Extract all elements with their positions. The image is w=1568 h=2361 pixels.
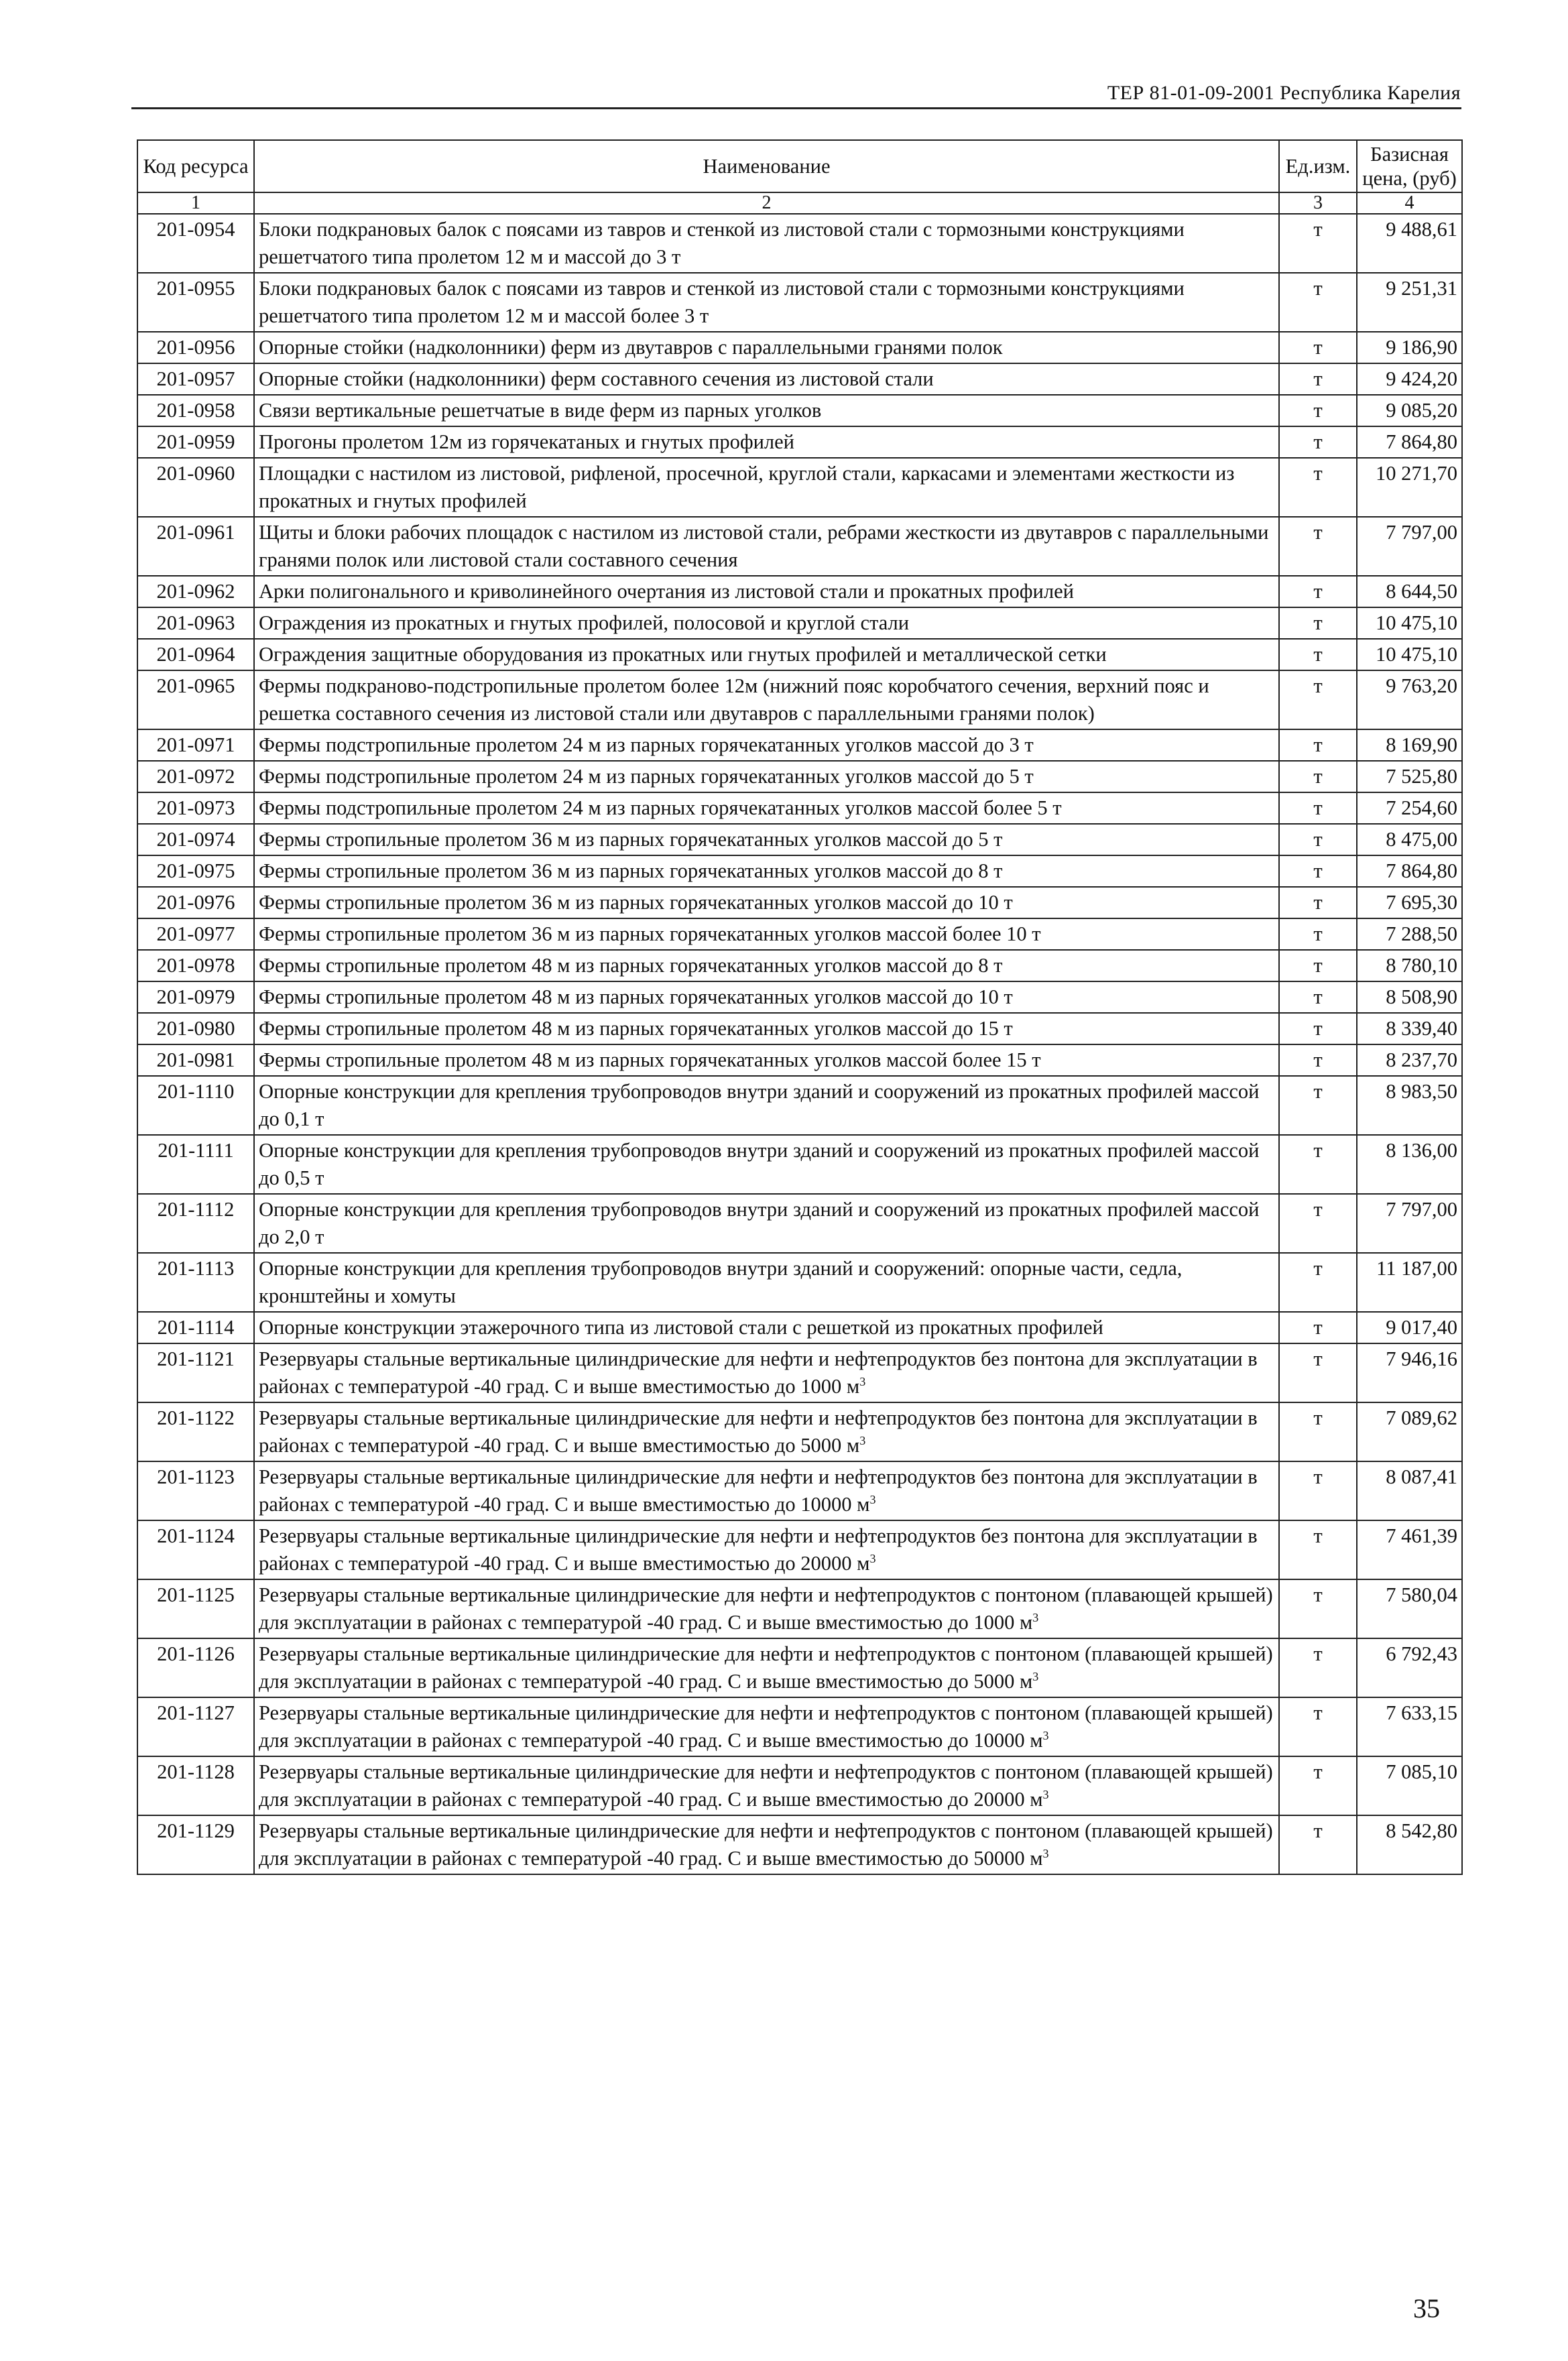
column-number: 2	[254, 192, 1279, 214]
unit-cell: т	[1279, 576, 1357, 607]
price-cell: 8 237,70	[1357, 1044, 1462, 1076]
unit-cell: т	[1279, 1638, 1357, 1697]
table-row	[137, 1461, 1462, 1520]
price-cell: 8 780,10	[1357, 950, 1462, 981]
resource-code-cell: 201-0972	[137, 761, 254, 792]
price-cell: 7 864,80	[1357, 855, 1462, 887]
table-row	[137, 458, 1462, 517]
resource-code-cell: 201-0958	[137, 395, 254, 426]
resource-name-cell: Ограждения из прокатных и гнутых профилей, полосовой и круглой стали	[254, 607, 1279, 639]
table-row	[137, 1697, 1462, 1756]
column-number: 4	[1357, 192, 1462, 214]
cubic-superscript: 3	[1042, 1787, 1049, 1801]
resource-code-cell: 201-0959	[137, 426, 254, 458]
resource-name-cell	[254, 1461, 1279, 1520]
price-cell: 7 797,00	[1357, 517, 1462, 576]
resource-code-cell: 201-0965	[137, 670, 254, 729]
resource-name-cell: Арки полигонального и криволинейного очертания из листовой стали и прокатных профилей	[254, 576, 1279, 607]
price-cell: 7 461,39	[1357, 1520, 1462, 1579]
resource-code-cell: 201-0962	[137, 576, 254, 607]
resource-code-cell: 201-1125	[137, 1579, 254, 1638]
table-row	[137, 792, 1462, 824]
resource-name-cell	[254, 1343, 1279, 1402]
price-cell: 7 254,60	[1357, 792, 1462, 824]
price-cell: 8 508,90	[1357, 981, 1462, 1013]
resource-code-cell: 201-1110	[137, 1076, 254, 1135]
table-row	[137, 824, 1462, 855]
cubic-superscript: 3	[859, 1433, 866, 1447]
resource-name-cell: Фермы стропильные пролетом 48 м из парных горячекатанных уголков массой более 15 т	[254, 1044, 1279, 1076]
resource-name-text: Резервуары стальные вертикальные цилиндрические для нефти и нефтепродуктов без понтона для эксплуатации в районах с температурой -40 град. С и выше вместимостью до 1000 м	[259, 1347, 1258, 1398]
price-cell: 7 946,16	[1357, 1343, 1462, 1402]
unit-cell: т	[1279, 1402, 1357, 1461]
price-cell: 10 475,10	[1357, 607, 1462, 639]
resource-name-cell: Фермы стропильные пролетом 48 м из парных горячекатанных уголков массой до 8 т	[254, 950, 1279, 981]
price-cell: 7 695,30	[1357, 887, 1462, 918]
column-header-unit: Ед.изм.	[1279, 140, 1357, 192]
price-cell: 8 169,90	[1357, 729, 1462, 761]
resource-code-cell: 201-1121	[137, 1343, 254, 1402]
unit-cell: т	[1279, 426, 1357, 458]
table-row	[137, 1076, 1462, 1135]
resource-name-text: Резервуары стальные вертикальные цилиндрические для нефти и нефтепродуктов без понтона для эксплуатации в районах с температурой -40 град. С и выше вместимостью до 20000 м	[259, 1524, 1258, 1575]
table-row	[137, 761, 1462, 792]
table-row	[137, 1815, 1462, 1874]
document-header-title: ТЕР 81-01-09-2001 Республика Карелия	[1107, 82, 1461, 104]
resource-name-cell: Опорные конструкции для крепления трубопроводов внутри зданий и сооружений из прокатных профилей массой до 0,5 т	[254, 1135, 1279, 1194]
table-row	[137, 214, 1462, 273]
resource-name-text: Резервуары стальные вертикальные цилиндрические для нефти и нефтепродуктов без понтона для эксплуатации в районах с температурой -40 град. С и выше вместимостью до 10000 м	[259, 1465, 1258, 1516]
price-cell: 8 339,40	[1357, 1013, 1462, 1044]
table-row	[137, 855, 1462, 887]
price-cell: 9 186,90	[1357, 332, 1462, 363]
table-row	[137, 1044, 1462, 1076]
price-cell: 7 864,80	[1357, 426, 1462, 458]
resource-name-cell: Опорные конструкции для крепления трубопроводов внутри зданий и сооружений: опорные части, седла, кронштейны и хомуты	[254, 1253, 1279, 1312]
cubic-superscript: 3	[859, 1374, 866, 1388]
price-cell: 8 644,50	[1357, 576, 1462, 607]
unit-cell: т	[1279, 332, 1357, 363]
resource-name-cell: Площадки с настилом из листовой, рифленой, просечной, круглой стали, каркасами и элементами жесткости из прокатных и гнутых профилей	[254, 458, 1279, 517]
unit-cell: т	[1279, 950, 1357, 981]
resource-code-cell: 201-0955	[137, 273, 254, 332]
unit-cell: т	[1279, 214, 1357, 273]
price-cell: 7 525,80	[1357, 761, 1462, 792]
unit-cell: т	[1279, 1194, 1357, 1253]
table-row	[137, 273, 1462, 332]
unit-cell: т	[1279, 1135, 1357, 1194]
table-row	[137, 1135, 1462, 1194]
resource-name-cell: Опорные стойки (надколонники) ферм из двутавров с параллельными гранями полок	[254, 332, 1279, 363]
table-row	[137, 607, 1462, 639]
unit-cell: т	[1279, 792, 1357, 824]
resource-name-text: Резервуары стальные вертикальные цилиндрические для нефти и нефтепродуктов с понтоном (плавающей крышей) для эксплуатации в районах с температурой -40 град. С и выше вместимостью до 5000 м	[259, 1642, 1273, 1693]
resource-code-cell: 201-0979	[137, 981, 254, 1013]
table-row	[137, 395, 1462, 426]
resource-code-cell: 201-0963	[137, 607, 254, 639]
unit-cell: т	[1279, 1461, 1357, 1520]
price-cell: 10 271,70	[1357, 458, 1462, 517]
unit-cell: т	[1279, 761, 1357, 792]
resource-name-text: Резервуары стальные вертикальные цилиндрические для нефти и нефтепродуктов без понтона для эксплуатации в районах с температурой -40 град. С и выше вместимостью до 5000 м	[259, 1406, 1258, 1457]
column-header-name: Наименование	[254, 140, 1279, 192]
resource-name-cell	[254, 1815, 1279, 1874]
price-cell: 9 085,20	[1357, 395, 1462, 426]
table-row	[137, 1402, 1462, 1461]
resource-name-cell: Блоки подкрановых балок с поясами из тавров и стенкой из листовой стали с тормозными конструкциями решетчатого типа пролетом 12 м и массой более 3 т	[254, 273, 1279, 332]
resource-code-cell: 201-1122	[137, 1402, 254, 1461]
unit-cell: т	[1279, 670, 1357, 729]
unit-cell: т	[1279, 981, 1357, 1013]
resource-code-cell: 201-0976	[137, 887, 254, 918]
resource-name-cell: Фермы стропильные пролетом 36 м из парных горячекатанных уголков массой до 10 т	[254, 887, 1279, 918]
price-cell: 9 763,20	[1357, 670, 1462, 729]
resource-code-cell: 201-0977	[137, 918, 254, 950]
table-row	[137, 1756, 1462, 1815]
resource-name-cell: Ограждения защитные оборудования из прокатных или гнутых профилей и металлической сетки	[254, 639, 1279, 670]
table-row	[137, 332, 1462, 363]
price-cell: 6 792,43	[1357, 1638, 1462, 1697]
table-header-row	[137, 140, 1462, 192]
resource-name-cell: Связи вертикальные решетчатые в виде ферм из парных уголков	[254, 395, 1279, 426]
price-cell: 8 136,00	[1357, 1135, 1462, 1194]
resource-name-text: Резервуары стальные вертикальные цилиндрические для нефти и нефтепродуктов с понтоном (плавающей крышей) для эксплуатации в районах с температурой -40 град. С и выше вместимостью до 20000 м	[259, 1760, 1273, 1811]
resource-name-cell: Фермы подстропильные пролетом 24 м из парных горячекатанных уголков массой более 5 т	[254, 792, 1279, 824]
table-row	[137, 1579, 1462, 1638]
resource-name-cell	[254, 1520, 1279, 1579]
unit-cell: т	[1279, 1579, 1357, 1638]
price-cell: 11 187,00	[1357, 1253, 1462, 1312]
resource-name-cell: Фермы подстропильные пролетом 24 м из парных горячекатанных уголков массой до 3 т	[254, 729, 1279, 761]
table-row	[137, 1520, 1462, 1579]
unit-cell: т	[1279, 1815, 1357, 1874]
resource-name-cell	[254, 1579, 1279, 1638]
table-row	[137, 1312, 1462, 1343]
unit-cell: т	[1279, 1013, 1357, 1044]
resource-name-cell	[254, 1402, 1279, 1461]
price-cell: 10 475,10	[1357, 639, 1462, 670]
unit-cell: т	[1279, 363, 1357, 395]
table-row	[137, 887, 1462, 918]
table-row	[137, 950, 1462, 981]
table-row	[137, 1253, 1462, 1312]
price-cell: 7 089,62	[1357, 1402, 1462, 1461]
resource-code-cell: 201-1112	[137, 1194, 254, 1253]
unit-cell: т	[1279, 855, 1357, 887]
column-number: 1	[137, 192, 254, 214]
header-divider	[131, 107, 1461, 109]
price-cell: 9 424,20	[1357, 363, 1462, 395]
unit-cell: т	[1279, 517, 1357, 576]
resource-code-cell: 201-0961	[137, 517, 254, 576]
column-number: 3	[1279, 192, 1357, 214]
resource-name-cell: Блоки подкрановых балок с поясами из тавров и стенкой из листовой стали с тормозными конструкциями решетчатого типа пролетом 12 м и массой до 3 т	[254, 214, 1279, 273]
unit-cell: т	[1279, 1520, 1357, 1579]
unit-cell: т	[1279, 1697, 1357, 1756]
price-cell: 7 797,00	[1357, 1194, 1462, 1253]
unit-cell: т	[1279, 1253, 1357, 1312]
resource-name-cell: Опорные конструкции этажерочного типа из листовой стали с решеткой из прокатных профилей	[254, 1312, 1279, 1343]
price-cell: 7 580,04	[1357, 1579, 1462, 1638]
unit-cell: т	[1279, 607, 1357, 639]
resource-name-text: Резервуары стальные вертикальные цилиндрические для нефти и нефтепродуктов с понтоном (плавающей крышей) для эксплуатации в районах с температурой -40 град. С и выше вместимостью до 50000 м	[259, 1819, 1273, 1870]
resource-code-cell: 201-1128	[137, 1756, 254, 1815]
cubic-superscript: 3	[869, 1492, 876, 1506]
resource-name-cell: Щиты и блоки рабочих площадок с настилом из листовой стали, ребрами жесткости из двутавров с параллельными гранями полок или листовой стали составного сечения	[254, 517, 1279, 576]
table-row	[137, 639, 1462, 670]
price-cell: 8 542,80	[1357, 1815, 1462, 1874]
resource-name-text: Резервуары стальные вертикальные цилиндрические для нефти и нефтепродуктов с понтоном (плавающей крышей) для эксплуатации в районах с температурой -40 град. С и выше вместимостью до 1000 м	[259, 1583, 1273, 1634]
resource-name-cell: Фермы подстропильные пролетом 24 м из парных горячекатанных уголков массой до 5 т	[254, 761, 1279, 792]
resource-code-cell: 201-1126	[137, 1638, 254, 1697]
resource-code-cell: 201-0975	[137, 855, 254, 887]
resource-name-text: Резервуары стальные вертикальные цилиндрические для нефти и нефтепродуктов с понтоном (плавающей крышей) для эксплуатации в районах с температурой -40 град. С и выше вместимостью до 10000 м	[259, 1701, 1273, 1752]
unit-cell: т	[1279, 887, 1357, 918]
unit-cell: т	[1279, 639, 1357, 670]
unit-cell: т	[1279, 458, 1357, 517]
unit-cell: т	[1279, 824, 1357, 855]
unit-cell: т	[1279, 395, 1357, 426]
resource-name-cell: Прогоны пролетом 12м из горячекатаных и гнутых профилей	[254, 426, 1279, 458]
resource-code-cell: 201-0960	[137, 458, 254, 517]
cubic-superscript: 3	[1042, 1846, 1049, 1860]
unit-cell: т	[1279, 1076, 1357, 1135]
price-cell: 7 085,10	[1357, 1756, 1462, 1815]
table-row	[137, 1638, 1462, 1697]
resource-name-cell	[254, 1638, 1279, 1697]
unit-cell: т	[1279, 1312, 1357, 1343]
resource-name-cell: Опорные конструкции для крепления трубопроводов внутри зданий и сооружений из прокатных профилей массой до 2,0 т	[254, 1194, 1279, 1253]
column-header-price: Базисная цена, (руб)	[1357, 140, 1462, 192]
resource-code-cell: 201-0957	[137, 363, 254, 395]
resource-name-cell	[254, 1697, 1279, 1756]
resource-code-cell: 201-1114	[137, 1312, 254, 1343]
price-cell: 8 475,00	[1357, 824, 1462, 855]
resource-name-cell: Опорные стойки (надколонники) ферм составного сечения из листовой стали	[254, 363, 1279, 395]
table-row	[137, 576, 1462, 607]
page-number: 35	[1413, 2293, 1440, 2323]
price-cell: 8 983,50	[1357, 1076, 1462, 1135]
price-cell: 9 488,61	[1357, 214, 1462, 273]
resource-name-cell: Фермы стропильные пролетом 48 м из парных горячекатанных уголков массой до 10 т	[254, 981, 1279, 1013]
table-body	[137, 214, 1462, 1874]
resource-name-cell: Фермы стропильные пролетом 36 м из парных горячекатанных уголков массой до 8 т	[254, 855, 1279, 887]
cubic-superscript: 3	[869, 1551, 876, 1565]
resource-code-cell: 201-0981	[137, 1044, 254, 1076]
price-cell: 8 087,41	[1357, 1461, 1462, 1520]
price-cell: 7 633,15	[1357, 1697, 1462, 1756]
cubic-superscript: 3	[1032, 1610, 1039, 1624]
cubic-superscript: 3	[1042, 1728, 1049, 1742]
resource-code-cell: 201-1113	[137, 1253, 254, 1312]
resource-code-cell: 201-0973	[137, 792, 254, 824]
table-row	[137, 1343, 1462, 1402]
price-cell: 9 017,40	[1357, 1312, 1462, 1343]
resource-code-cell: 201-0971	[137, 729, 254, 761]
resource-name-cell	[254, 1756, 1279, 1815]
price-cell: 7 288,50	[1357, 918, 1462, 950]
resource-price-table	[137, 139, 1463, 1875]
table-row	[137, 517, 1462, 576]
unit-cell: т	[1279, 918, 1357, 950]
unit-cell: т	[1279, 1044, 1357, 1076]
table-row	[137, 670, 1462, 729]
table-row	[137, 1194, 1462, 1253]
column-number-row	[137, 192, 1462, 214]
resource-code-cell: 201-1111	[137, 1135, 254, 1194]
resource-code-cell: 201-0980	[137, 1013, 254, 1044]
unit-cell: т	[1279, 1343, 1357, 1402]
resource-code-cell: 201-0974	[137, 824, 254, 855]
resource-code-cell: 201-0964	[137, 639, 254, 670]
table-row	[137, 981, 1462, 1013]
table-row	[137, 363, 1462, 395]
resource-code-cell: 201-0978	[137, 950, 254, 981]
resource-name-cell: Фермы стропильные пролетом 48 м из парных горячекатанных уголков массой до 15 т	[254, 1013, 1279, 1044]
resource-name-cell: Опорные конструкции для крепления трубопроводов внутри зданий и сооружений из прокатных профилей массой до 0,1 т	[254, 1076, 1279, 1135]
resource-name-cell: Фермы подкраново-подстропильные пролетом более 12м (нижний пояс коробчатого сечения, верхний пояс и решетка составного сечения из листовой стали или двутавров с параллельными гранями полок)	[254, 670, 1279, 729]
resource-code-cell: 201-0954	[137, 214, 254, 273]
table-row	[137, 426, 1462, 458]
table-row	[137, 918, 1462, 950]
resource-name-cell: Фермы стропильные пролетом 36 м из парных горячекатанных уголков массой до 5 т	[254, 824, 1279, 855]
resource-code-cell: 201-0956	[137, 332, 254, 363]
cubic-superscript: 3	[1032, 1669, 1039, 1683]
price-cell: 9 251,31	[1357, 273, 1462, 332]
table-row	[137, 729, 1462, 761]
unit-cell: т	[1279, 729, 1357, 761]
resource-code-cell: 201-1129	[137, 1815, 254, 1874]
resource-code-cell: 201-1127	[137, 1697, 254, 1756]
resource-code-cell: 201-1123	[137, 1461, 254, 1520]
unit-cell: т	[1279, 273, 1357, 332]
unit-cell: т	[1279, 1756, 1357, 1815]
table-row	[137, 1013, 1462, 1044]
resource-name-cell: Фермы стропильные пролетом 36 м из парных горячекатанных уголков массой более 10 т	[254, 918, 1279, 950]
column-header-code: Код ресурса	[137, 140, 254, 192]
resource-code-cell: 201-1124	[137, 1520, 254, 1579]
